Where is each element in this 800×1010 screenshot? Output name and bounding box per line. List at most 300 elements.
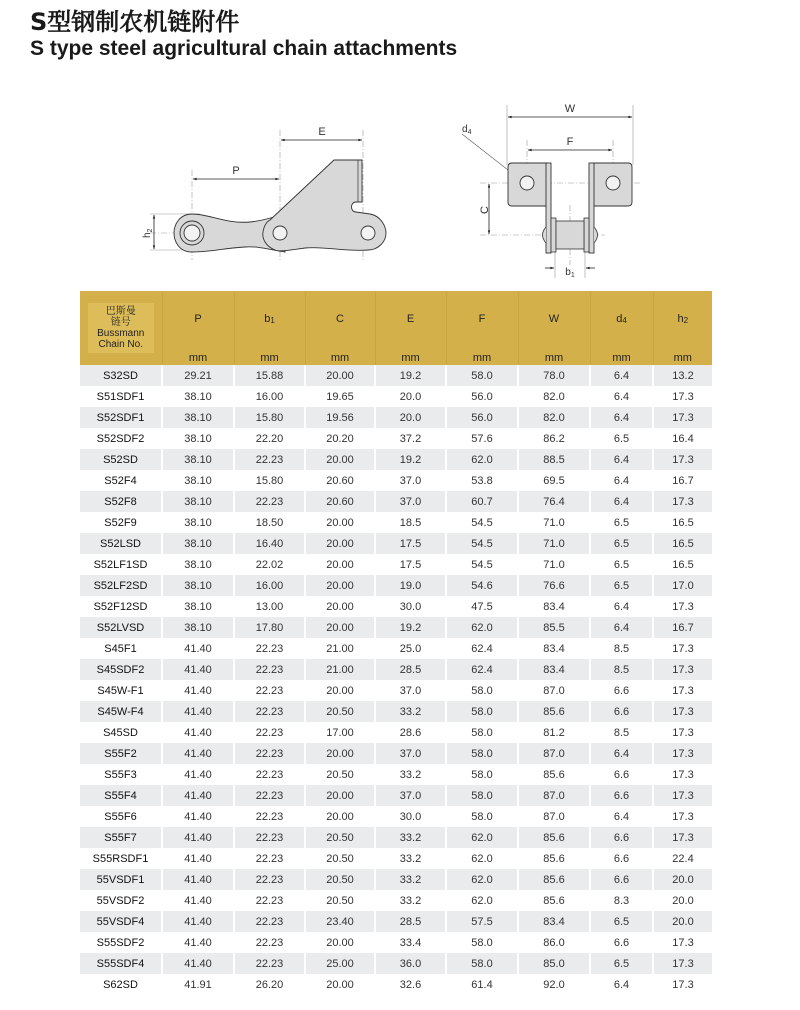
table-row	[80, 365, 712, 386]
cell-w: 85.6	[518, 848, 590, 869]
label-c: C	[479, 206, 491, 214]
cell-h2: 16.5	[653, 533, 712, 554]
unit-d4: mm	[590, 347, 653, 365]
cell-w: 78.0	[518, 365, 590, 386]
cell-chain-no: S52SDF1	[80, 407, 162, 428]
cell-f: 58.0	[446, 785, 518, 806]
cell-b1: 16.00	[234, 386, 305, 407]
cell-e: 19.2	[375, 365, 446, 386]
cell-f: 58.0	[446, 932, 518, 953]
cell-b1: 16.40	[234, 533, 305, 554]
cell-f: 56.0	[446, 407, 518, 428]
header-f: F	[446, 291, 518, 347]
cell-h2: 22.4	[653, 848, 712, 869]
cell-d4: 6.4	[590, 407, 653, 428]
cell-b1: 16.00	[234, 575, 305, 596]
cell-f: 62.0	[446, 890, 518, 911]
cell-c: 17.00	[305, 722, 375, 743]
cell-chain-no: 55VSDF1	[80, 869, 162, 890]
cell-e: 28.5	[375, 911, 446, 932]
cell-d4: 6.4	[590, 806, 653, 827]
cell-f: 57.6	[446, 428, 518, 449]
cell-c: 20.20	[305, 428, 375, 449]
cell-e: 30.0	[375, 596, 446, 617]
cell-chain-no: S55RSDF1	[80, 848, 162, 869]
front-view-drawing	[440, 90, 670, 280]
cell-d4: 6.4	[590, 449, 653, 470]
cell-d4: 6.6	[590, 701, 653, 722]
front-view-diagram	[440, 90, 670, 280]
cell-b1: 22.23	[234, 869, 305, 890]
cell-h2: 17.3	[653, 827, 712, 848]
cell-p: 41.91	[162, 974, 234, 995]
cell-d4: 6.6	[590, 785, 653, 806]
label-e: E	[318, 126, 326, 138]
cell-c: 20.00	[305, 449, 375, 470]
cell-c: 20.50	[305, 848, 375, 869]
cell-p: 38.10	[162, 407, 234, 428]
unit-b1: mm	[234, 347, 305, 365]
cell-c: 20.00	[305, 596, 375, 617]
cell-p: 38.10	[162, 533, 234, 554]
cell-chain-no: 55VSDF2	[80, 890, 162, 911]
cell-w: 85.5	[518, 617, 590, 638]
cell-e: 28.5	[375, 659, 446, 680]
cell-b1: 22.23	[234, 638, 305, 659]
cell-p: 41.40	[162, 869, 234, 890]
cell-w: 83.4	[518, 911, 590, 932]
table-row	[80, 701, 712, 722]
cell-chain-no: S55F4	[80, 785, 162, 806]
unit-h2: mm	[653, 347, 712, 365]
cell-f: 58.0	[446, 764, 518, 785]
cell-chain-no: S52F4	[80, 470, 162, 491]
unit-c: mm	[305, 347, 375, 365]
cell-e: 33.4	[375, 932, 446, 953]
cell-b1: 22.23	[234, 743, 305, 764]
cell-p: 41.40	[162, 806, 234, 827]
cell-c: 21.00	[305, 659, 375, 680]
cell-d4: 6.6	[590, 869, 653, 890]
cell-f: 54.6	[446, 575, 518, 596]
cell-b1: 18.50	[234, 512, 305, 533]
cell-b1: 26.20	[234, 974, 305, 995]
cell-d4: 6.4	[590, 470, 653, 491]
cell-b1: 22.02	[234, 554, 305, 575]
cell-chain-no: S52LVSD	[80, 617, 162, 638]
cell-chain-no: S55F2	[80, 743, 162, 764]
left-side-plate	[546, 163, 551, 253]
cell-chain-no: S52F8	[80, 491, 162, 512]
table-row	[80, 785, 712, 806]
header-chain-en-2: Chain No.	[98, 339, 143, 350]
cell-h2: 17.3	[653, 932, 712, 953]
cell-chain-no: S52LF2SD	[80, 575, 162, 596]
cell-w: 85.6	[518, 701, 590, 722]
cell-c: 20.50	[305, 764, 375, 785]
table-row	[80, 386, 712, 407]
pin-hole-right	[361, 226, 375, 240]
unit-w: mm	[518, 347, 590, 365]
header-chain-cn-2: 链号	[110, 317, 131, 328]
cell-w: 85.0	[518, 953, 590, 974]
cell-c: 20.00	[305, 974, 375, 995]
table-row	[80, 575, 712, 596]
cell-d4: 8.5	[590, 638, 653, 659]
cell-f: 54.5	[446, 512, 518, 533]
table-row	[80, 974, 712, 995]
table-header-row	[80, 291, 712, 347]
cell-h2: 17.3	[653, 491, 712, 512]
header-chain-cn-1: 巴斯曼	[105, 306, 136, 317]
cell-c: 20.00	[305, 533, 375, 554]
cell-b1: 22.23	[234, 827, 305, 848]
label-h2: $h_2$	[142, 228, 154, 238]
cell-d4: 6.5	[590, 911, 653, 932]
cell-c: 20.00	[305, 680, 375, 701]
cell-chain-no: S62SD	[80, 974, 162, 995]
pin-head-right	[594, 227, 598, 243]
cell-chain-no: S55SDF2	[80, 932, 162, 953]
table-row	[80, 533, 712, 554]
cell-w: 71.0	[518, 554, 590, 575]
cell-f: 62.4	[446, 659, 518, 680]
cell-chain-no: S55F3	[80, 764, 162, 785]
cell-p: 41.40	[162, 785, 234, 806]
cell-e: 37.0	[375, 680, 446, 701]
cell-h2: 17.3	[653, 386, 712, 407]
cell-b1: 22.23	[234, 680, 305, 701]
cell-d4: 6.5	[590, 512, 653, 533]
cell-b1: 22.23	[234, 701, 305, 722]
unit-e: mm	[375, 347, 446, 365]
cell-e: 32.6	[375, 974, 446, 995]
cell-h2: 17.3	[653, 659, 712, 680]
header-p: P	[162, 291, 234, 347]
cell-h2: 16.7	[653, 470, 712, 491]
cell-p: 38.10	[162, 491, 234, 512]
cell-h2: 17.3	[653, 680, 712, 701]
table-unit-row	[80, 347, 712, 365]
cell-w: 76.4	[518, 491, 590, 512]
cell-b1: 15.80	[234, 407, 305, 428]
cell-f: 62.4	[446, 638, 518, 659]
cell-f: 62.0	[446, 827, 518, 848]
cell-c: 20.50	[305, 869, 375, 890]
cell-p: 38.10	[162, 449, 234, 470]
cell-chain-no: S32SD	[80, 365, 162, 386]
table-row	[80, 743, 712, 764]
cell-c: 19.65	[305, 386, 375, 407]
cell-c: 20.50	[305, 701, 375, 722]
cell-e: 33.2	[375, 869, 446, 890]
cell-e: 36.0	[375, 953, 446, 974]
cell-f: 53.8	[446, 470, 518, 491]
cell-f: 58.0	[446, 680, 518, 701]
cell-p: 41.40	[162, 848, 234, 869]
cell-w: 92.0	[518, 974, 590, 995]
cell-w: 87.0	[518, 806, 590, 827]
table-row	[80, 470, 712, 491]
cell-p: 41.40	[162, 659, 234, 680]
cell-e: 17.5	[375, 533, 446, 554]
cell-d4: 8.3	[590, 890, 653, 911]
cell-w: 86.0	[518, 932, 590, 953]
cell-d4: 6.4	[590, 386, 653, 407]
cell-h2: 20.0	[653, 890, 712, 911]
cell-w: 86.2	[518, 428, 590, 449]
left-mounting-hole	[520, 176, 534, 190]
cell-chain-no: S51SDF1	[80, 386, 162, 407]
cell-d4: 6.5	[590, 533, 653, 554]
cell-p: 38.10	[162, 554, 234, 575]
cell-c: 20.00	[305, 932, 375, 953]
table-row	[80, 596, 712, 617]
cell-d4: 6.5	[590, 575, 653, 596]
cell-w: 69.5	[518, 470, 590, 491]
cell-w: 76.6	[518, 575, 590, 596]
cell-f: 56.0	[446, 386, 518, 407]
side-view-drawing	[130, 110, 390, 270]
cell-c: 19.56	[305, 407, 375, 428]
cell-p: 41.40	[162, 827, 234, 848]
cell-e: 37.0	[375, 491, 446, 512]
cell-c: 20.60	[305, 491, 375, 512]
cell-b1: 22.23	[234, 806, 305, 827]
cell-b1: 15.88	[234, 365, 305, 386]
cell-w: 87.0	[518, 680, 590, 701]
cell-c: 25.00	[305, 953, 375, 974]
cell-e: 37.2	[375, 428, 446, 449]
cell-p: 38.10	[162, 386, 234, 407]
cell-chain-no: S52LF1SD	[80, 554, 162, 575]
cell-d4: 6.4	[590, 743, 653, 764]
header-chain-en-1: Bussmann	[97, 328, 145, 339]
cell-h2: 17.3	[653, 701, 712, 722]
label-b1: $b_1$	[565, 267, 575, 279]
cell-f: 62.0	[446, 848, 518, 869]
cell-p: 41.40	[162, 638, 234, 659]
cell-h2: 17.3	[653, 806, 712, 827]
cell-d4: 6.4	[590, 596, 653, 617]
side-view-diagram	[130, 110, 390, 270]
cell-f: 62.0	[446, 449, 518, 470]
cell-w: 85.6	[518, 764, 590, 785]
table-row	[80, 806, 712, 827]
unit-f: mm	[446, 347, 518, 365]
cell-w: 83.4	[518, 659, 590, 680]
pin-hole-middle	[273, 226, 287, 240]
cell-c: 20.00	[305, 575, 375, 596]
cell-c: 20.00	[305, 554, 375, 575]
cell-e: 17.5	[375, 554, 446, 575]
roller	[556, 221, 584, 249]
cell-c: 23.40	[305, 911, 375, 932]
cell-b1: 22.23	[234, 722, 305, 743]
cell-b1: 22.23	[234, 764, 305, 785]
cell-w: 83.4	[518, 596, 590, 617]
cell-f: 54.5	[446, 554, 518, 575]
cell-d4: 8.5	[590, 722, 653, 743]
cell-w: 71.0	[518, 512, 590, 533]
cell-e: 33.2	[375, 890, 446, 911]
cell-d4: 6.5	[590, 428, 653, 449]
cell-c: 20.00	[305, 785, 375, 806]
cell-h2: 16.5	[653, 512, 712, 533]
cell-p: 41.40	[162, 764, 234, 785]
cell-c: 20.60	[305, 470, 375, 491]
spec-table	[80, 291, 712, 995]
cell-h2: 17.3	[653, 449, 712, 470]
cell-p: 38.10	[162, 512, 234, 533]
cell-d4: 6.6	[590, 764, 653, 785]
header-b1: $b_1$	[234, 291, 305, 347]
cell-h2: 17.3	[653, 638, 712, 659]
cell-e: 19.2	[375, 449, 446, 470]
cell-c: 21.00	[305, 638, 375, 659]
right-side-plate	[589, 163, 594, 253]
cell-chain-no: S55F6	[80, 806, 162, 827]
cell-p: 41.40	[162, 932, 234, 953]
cell-e: 19.2	[375, 617, 446, 638]
cell-h2: 17.0	[653, 575, 712, 596]
cell-h2: 17.3	[653, 407, 712, 428]
cell-e: 33.2	[375, 827, 446, 848]
cell-p: 38.10	[162, 596, 234, 617]
cell-c: 20.00	[305, 512, 375, 533]
cell-b1: 15.80	[234, 470, 305, 491]
cell-p: 41.40	[162, 743, 234, 764]
cell-h2: 16.5	[653, 554, 712, 575]
table-row	[80, 722, 712, 743]
cell-e: 30.0	[375, 806, 446, 827]
cell-e: 19.0	[375, 575, 446, 596]
cell-chain-no: S52SD	[80, 449, 162, 470]
cell-w: 87.0	[518, 743, 590, 764]
table-row	[80, 911, 712, 932]
cell-p: 38.10	[162, 617, 234, 638]
cell-f: 54.5	[446, 533, 518, 554]
cell-e: 33.2	[375, 764, 446, 785]
cell-h2: 17.3	[653, 974, 712, 995]
cell-e: 20.0	[375, 386, 446, 407]
cell-b1: 22.23	[234, 911, 305, 932]
cell-d4: 6.4	[590, 491, 653, 512]
cell-d4: 6.6	[590, 827, 653, 848]
cell-w: 71.0	[518, 533, 590, 554]
cell-e: 37.0	[375, 785, 446, 806]
cell-b1: 22.23	[234, 659, 305, 680]
cell-e: 25.0	[375, 638, 446, 659]
cell-p: 41.40	[162, 890, 234, 911]
cell-chain-no: S45SDF2	[80, 659, 162, 680]
table-row	[80, 428, 712, 449]
table-row	[80, 680, 712, 701]
cell-h2: 16.4	[653, 428, 712, 449]
cell-c: 20.00	[305, 365, 375, 386]
cell-chain-no: 55VSDF4	[80, 911, 162, 932]
right-mounting-hole	[606, 176, 620, 190]
table-row	[80, 953, 712, 974]
cell-f: 58.0	[446, 701, 518, 722]
cell-chain-no: S45W-F1	[80, 680, 162, 701]
table-row	[80, 407, 712, 428]
cell-w: 85.6	[518, 869, 590, 890]
cell-b1: 22.23	[234, 932, 305, 953]
cell-b1: 22.20	[234, 428, 305, 449]
table-row	[80, 617, 712, 638]
pin-head-left	[543, 227, 547, 243]
unit-p: mm	[162, 347, 234, 365]
cell-f: 61.4	[446, 974, 518, 995]
cell-h2: 17.3	[653, 764, 712, 785]
label-p: P	[232, 165, 240, 177]
cell-b1: 13.00	[234, 596, 305, 617]
table-row	[80, 491, 712, 512]
table-row	[80, 659, 712, 680]
cell-chain-no: S45W-F4	[80, 701, 162, 722]
cell-chain-no: S45SD	[80, 722, 162, 743]
cell-w: 87.0	[518, 785, 590, 806]
cell-e: 18.5	[375, 512, 446, 533]
cell-p: 41.40	[162, 680, 234, 701]
header-h2: $h_2$	[653, 291, 712, 347]
cell-w: 82.0	[518, 407, 590, 428]
cell-e: 28.6	[375, 722, 446, 743]
cell-e: 33.2	[375, 848, 446, 869]
cell-e: 20.0	[375, 407, 446, 428]
label-d4: $d_4$	[462, 124, 472, 136]
header-c: C	[305, 291, 375, 347]
cell-chain-no: S55SDF4	[80, 953, 162, 974]
cell-chain-no: S52LSD	[80, 533, 162, 554]
cell-d4: 6.6	[590, 680, 653, 701]
cell-f: 58.0	[446, 806, 518, 827]
cell-w: 85.6	[518, 890, 590, 911]
cell-h2: 20.0	[653, 869, 712, 890]
cell-b1: 22.23	[234, 953, 305, 974]
cell-w: 88.5	[518, 449, 590, 470]
cell-b1: 22.23	[234, 848, 305, 869]
cell-f: 47.5	[446, 596, 518, 617]
cell-w: 82.0	[518, 386, 590, 407]
cell-p: 41.40	[162, 953, 234, 974]
cell-d4: 6.6	[590, 932, 653, 953]
table-body	[80, 365, 712, 995]
cell-e: 37.0	[375, 743, 446, 764]
cell-p: 41.40	[162, 911, 234, 932]
cell-chain-no: S45F1	[80, 638, 162, 659]
cell-f: 58.0	[446, 365, 518, 386]
cell-h2: 20.0	[653, 911, 712, 932]
table-row	[80, 554, 712, 575]
cell-p: 38.10	[162, 428, 234, 449]
cell-w: 83.4	[518, 638, 590, 659]
cell-f: 58.0	[446, 953, 518, 974]
header-chain-no	[80, 291, 162, 365]
cell-h2: 16.7	[653, 617, 712, 638]
cell-f: 58.0	[446, 743, 518, 764]
cell-h2: 17.3	[653, 596, 712, 617]
cell-chain-no: S52SDF2	[80, 428, 162, 449]
table-row	[80, 512, 712, 533]
cell-b1: 22.23	[234, 785, 305, 806]
cell-c: 20.00	[305, 743, 375, 764]
cell-c: 20.50	[305, 890, 375, 911]
cell-p: 41.40	[162, 722, 234, 743]
table-row	[80, 827, 712, 848]
cell-d4: 6.6	[590, 848, 653, 869]
